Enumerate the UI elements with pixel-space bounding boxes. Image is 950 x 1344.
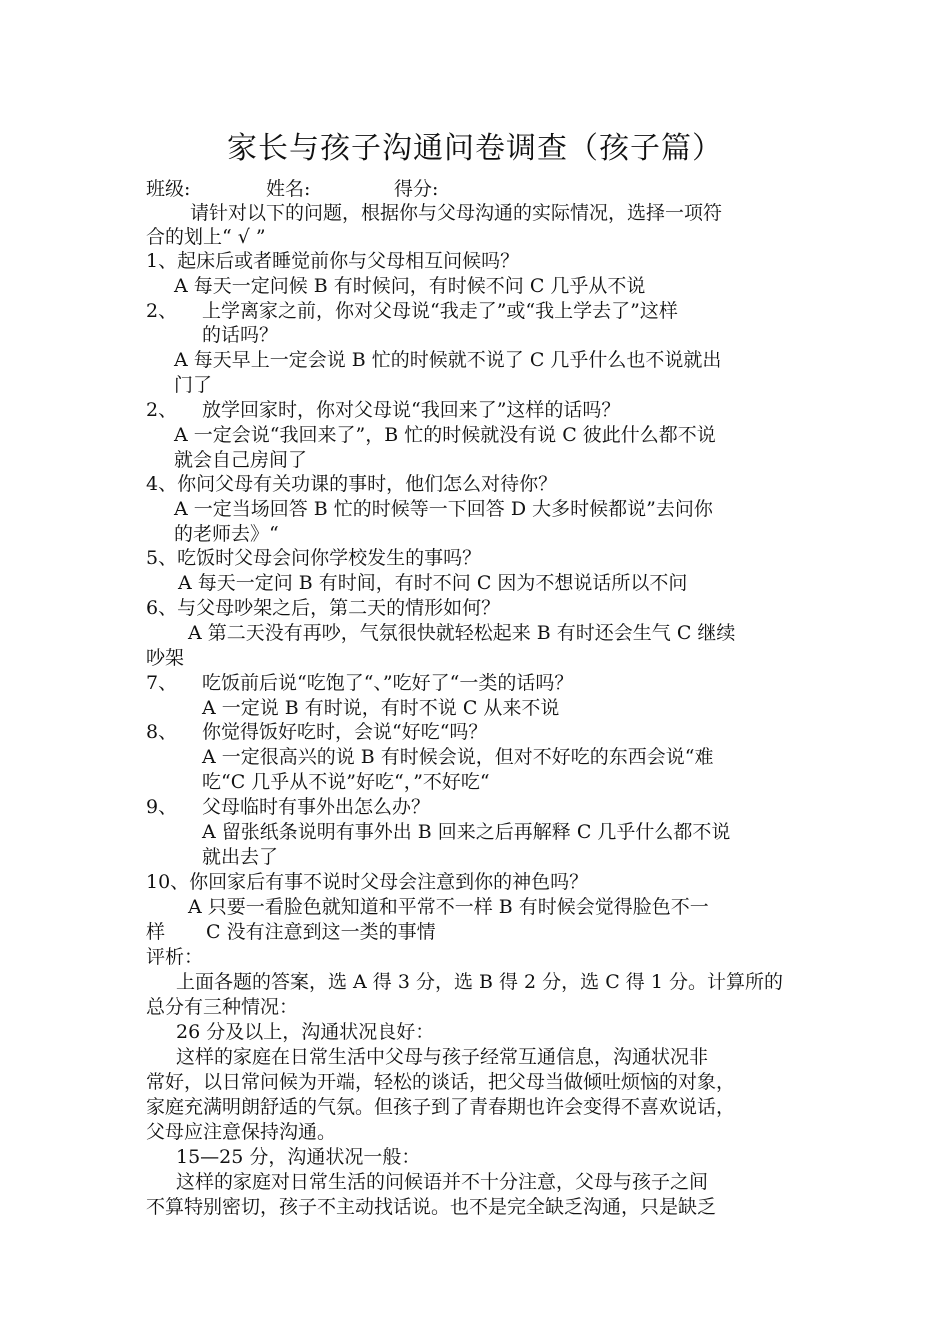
result-good-line-2: 常好，以日常问候为开端，轻松的谈话，把父母当做倾吐烦恼的对象， [146,1071,736,1093]
question-9-options-line-1: A 留张纸条说明有事外出 B 回来之后再解释 C 几乎什么都不说 [202,821,731,843]
analysis-line-1: 上面各题的答案，选 A 得 3 分，选 B 得 2 分，选 C 得 1 分。计算所的 [176,971,783,993]
question-9: 父母临时有事外出怎么办？ [202,796,431,818]
analysis-heading: 评析： [146,946,204,968]
question-4-options-line-2: 的老师去》“ [174,523,279,545]
question-6: 6、与父母吵架之后，第二天的情形如何？ [146,597,501,619]
result-average-line-1: 这样的家庭对日常生活的问候语并不十分注意，父母与孩子之间 [176,1171,709,1193]
question-6-options-line-1: A 第二天没有再吵，气氛很快就轻松起来 B 有时还会生气 C 继续 [188,622,736,644]
question-7: 吃饭前后说“吃饱了“、”吃好了“一类的话吗？ [202,672,574,694]
question-1-options: A 每天一定问候 B 有时候问，有时候不问 C 几乎从不说 [174,275,646,297]
question-5-options: A 每天一定问 B 有时间，有时不问 C 因为不想说话所以不问 [178,572,688,594]
question-2a-line-2: 的话吗？ [202,324,279,346]
question-5: 5、吃饭时父母会问你学校发生的事吗？ [146,547,482,569]
question-7-options: A 一定说 B 有时说，有时不说 C 从来不说 [202,697,560,719]
score-label: 得分: [394,178,439,200]
name-label: 姓名: [266,178,311,200]
question-8: 你觉得饭好吃时，会说“好吃“吗？ [202,721,488,743]
document-title: 家长与孩子沟通问卷调查（孩子篇） [227,131,723,166]
question-9-options-line-2: 就出去了 [202,846,279,868]
instruction-line-2: 合的划上“ √ ” [146,226,266,248]
question-2b-options-line-2: 就会自己房间了 [174,449,308,471]
question-2a-number: 2、 [146,300,178,322]
question-6-options-line-2: 吵架 [146,647,185,669]
instruction-line-1: 请针对以下的问题，根据你与父母沟通的实际情况，选择一项符 [190,202,723,224]
question-10-options-line-1: A 只要一看脸色就知道和平常不一样 B 有时候会觉得脸色不一 [188,896,709,918]
question-1: 1、起床后或者睡觉前你与父母相互问候吗？ [146,250,520,272]
result-good-line-4: 父母应注意保持沟通。 [146,1121,337,1143]
question-9-number: 9、 [146,796,178,818]
result-average-line-2: 不算特别密切，孩子不主动找话说。也不是完全缺乏沟通，只是缺乏 [146,1196,717,1218]
question-2a-line-1: 上学离家之前，你对父母说“我走了”或“我上学去了”这样 [202,300,678,322]
question-2a-options-line-2: 门了 [174,374,213,396]
question-8-number: 8、 [146,721,178,743]
class-label: 班级: [146,178,191,200]
result-good-line-3: 家庭充满明朗舒适的气氛。但孩子到了青春期也许会变得不喜欢说话， [146,1096,736,1118]
question-2b-options-line-1: A 一定会说“我回来了”，B 忙的时候就没有说 C 彼此什么都不说 [174,424,716,446]
question-8-options-line-2: 吃“C 几乎从不说”好吃“，”不好吃“ [202,771,490,793]
question-10-options-line-2a: 样 [146,921,166,943]
question-2b: 放学回家时，你对父母说“我回来了”这样的话吗？ [202,399,621,421]
question-4-options-line-1: A 一定当场回答 B 忙的时候等一下回答 D 大多时候都说”去问你 [174,498,713,520]
question-2b-number: 2、 [146,399,178,421]
question-10: 10、你回家后有事不说时父母会注意到你的神色吗？ [146,871,589,893]
question-2a-options-line-1: A 每天早上一定会说 B 忙的时候就不说了 C 几乎什么也不说就出 [174,349,722,371]
question-8-options-line-1: A 一定很高兴的说 B 有时候会说，但对不好吃的东西会说“难 [202,746,714,768]
question-4: 4、你问父母有关功课的事时，他们怎么对待你？ [146,473,558,495]
result-good-heading: 26 分及以上，沟通状况良好： [176,1021,435,1043]
question-7-number: 7、 [146,672,178,694]
question-10-options-line-2b: C 没有注意到这一类的事情 [206,921,436,943]
analysis-line-2: 总分有三种情况： [146,996,299,1018]
result-good-line-1: 这样的家庭在日常生活中父母与孩子经常互通信息，沟通状况非 [176,1046,709,1068]
result-average-heading: 15—25 分，沟通状况一般： [176,1146,421,1168]
